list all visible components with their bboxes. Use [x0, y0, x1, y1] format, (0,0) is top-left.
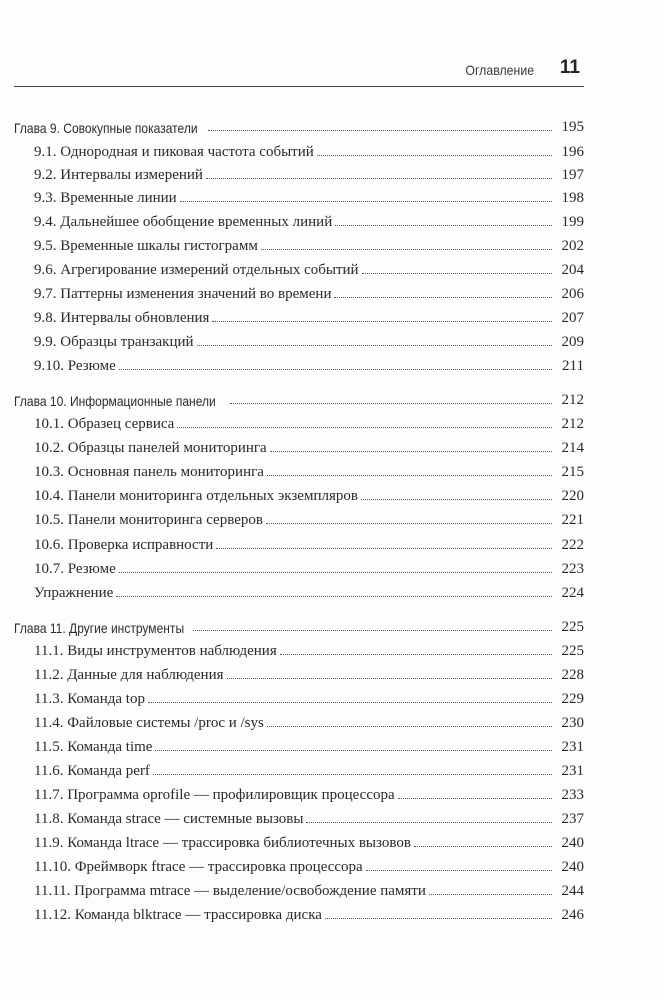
toc-leader-dots [119, 369, 552, 370]
toc-entry-title: 11.12. Команда blktrace — трассировка диска [34, 907, 322, 923]
toc-chapter-row [0, 616, 584, 636]
toc-entry-row [0, 534, 584, 554]
toc-page-number: 225 [561, 619, 584, 635]
toc-entry-title: 11.7. Программа oprofile — профилировщик процессора [34, 787, 395, 803]
toc-entry-row [0, 187, 584, 207]
toc-entry-row [0, 509, 584, 529]
toc-entry-row [0, 437, 584, 457]
toc-chapter-title: Глава 10. Информационные панели [14, 393, 216, 409]
toc-entry-title: 10.5. Панели мониторинга серверов [34, 512, 263, 528]
toc-page-number: 240 [561, 835, 584, 851]
toc-entry-row [0, 808, 584, 828]
toc-leader-dots [335, 225, 552, 226]
toc-leader-dots [414, 846, 552, 847]
toc-entry-row [0, 558, 584, 578]
toc-entry-row [0, 712, 584, 732]
toc-entry-row [0, 235, 584, 255]
toc-leader-dots [362, 273, 552, 274]
toc-entry-title: 11.10. Фреймворк ftrace — трассировка процессора [34, 859, 363, 875]
toc-entry-title: 9.8. Интервалы обновления [34, 310, 210, 326]
toc-entry-row [0, 283, 584, 303]
running-header-title: Оглавление [465, 62, 534, 78]
toc-page-number: 212 [561, 392, 584, 408]
toc-entry-title: 11.9. Команда ltrace — трассировка библиотечных вызовов [34, 835, 411, 851]
toc-entry-row [0, 640, 584, 660]
toc-entry-row [0, 856, 584, 876]
toc-entry-title: 11.3. Команда top [34, 691, 145, 707]
toc-entry-row [0, 664, 584, 684]
toc-leader-dots [227, 678, 552, 679]
page-number: 11 [559, 57, 580, 78]
toc-leader-dots [366, 870, 552, 871]
toc-entry-row [0, 259, 584, 279]
toc-leader-dots [177, 427, 552, 428]
toc-entry-row [0, 485, 584, 505]
toc-leader-dots [148, 702, 552, 703]
toc-entry-title: 9.4. Дальнейшее обобщение временных линий [34, 214, 333, 230]
toc-page-number: 212 [561, 416, 584, 432]
toc-page-number: 215 [561, 464, 584, 480]
toc-leader-dots [155, 750, 552, 751]
toc-entry-title: 11.6. Команда perf [34, 763, 150, 779]
toc-entry-row [0, 355, 584, 375]
toc-entry-title: 10.2. Образцы панелей мониторинга [34, 440, 267, 456]
toc-page-number: 221 [561, 512, 584, 528]
toc-page-number: 202 [561, 238, 584, 254]
toc-page-number: 228 [561, 667, 584, 683]
toc-page-number: 206 [561, 286, 584, 302]
toc-page-number: 214 [561, 440, 584, 456]
toc-page-number: 230 [561, 715, 584, 731]
toc-entry-title: 10.7. Резюме [34, 561, 116, 577]
toc-entry-title: 10.1. Образец сервиса [34, 416, 175, 432]
toc-page-number: 207 [561, 310, 584, 326]
toc-entry-title: 9.2. Интервалы измерений [34, 167, 203, 183]
toc-entry-row [0, 784, 584, 804]
toc-chapter-row [0, 389, 584, 409]
toc-leader-dots [153, 774, 552, 775]
toc-entry-title: 9.3. Временные линии [34, 190, 177, 206]
toc-leader-dots [193, 630, 552, 631]
toc-leader-dots [266, 523, 552, 524]
toc-entry-title: 11.5. Команда time [34, 739, 153, 755]
toc-page-number: 231 [561, 739, 584, 755]
toc-page-number: 244 [561, 883, 584, 899]
toc-leader-dots [206, 178, 552, 179]
toc-leader-dots [116, 596, 552, 597]
toc-entry-title: 9.7. Паттерны изменения значений во времени [34, 286, 332, 302]
toc-entry-title: 11.4. Файловые системы /proc и /sys [34, 715, 264, 731]
toc-entry-row [0, 331, 584, 351]
toc-entry-title: 10.6. Проверка исправности [34, 537, 214, 553]
toc-entry-title: 10.3. Основная панель мониторинга [34, 464, 264, 480]
toc-page-number: 229 [561, 691, 584, 707]
toc-entry-row [0, 164, 584, 184]
toc-entry-title: 9.6. Агрегирование измерений отдельных событий [34, 262, 359, 278]
toc-leader-dots [212, 321, 552, 322]
toc-leader-dots [306, 822, 552, 823]
toc-leader-dots [361, 499, 552, 500]
toc-leader-dots [325, 918, 552, 919]
toc-entry-row [0, 141, 584, 161]
toc-page-number: 231 [561, 763, 584, 779]
toc-page-number: 209 [561, 334, 584, 350]
toc-page-number: 223 [561, 561, 584, 577]
toc-page-number: 204 [561, 262, 584, 278]
toc-leader-dots [280, 654, 552, 655]
toc-entry-row [0, 688, 584, 708]
toc-entry-title: 9.1. Однородная и пиковая частота событий [34, 144, 314, 160]
toc-entry-title: 11.8. Команда strace — системные вызовы [34, 811, 304, 827]
toc-leader-dots [398, 798, 552, 799]
toc-leader-dots [334, 297, 552, 298]
toc-entry-row [0, 736, 584, 756]
toc-chapter-title: Глава 11. Другие инструменты [14, 620, 185, 636]
toc-entry-row [0, 211, 584, 231]
toc-entry-row [0, 904, 584, 924]
toc-page-number: 233 [561, 787, 584, 803]
toc-entry-row [0, 832, 584, 852]
toc-page-number: 199 [561, 214, 584, 230]
toc-page-number: 246 [561, 907, 584, 923]
toc-page-number: 224 [561, 585, 584, 601]
toc-entry-title: 11.11. Программа mtrace — выделение/освобождение памяти [34, 883, 426, 899]
toc-leader-dots [208, 130, 552, 131]
toc-leader-dots [216, 548, 552, 549]
toc-leader-dots [119, 572, 552, 573]
toc-leader-dots [267, 475, 552, 476]
toc-entry-row [0, 582, 584, 602]
toc-page-number: 225 [561, 643, 584, 659]
toc-entry-title: 9.10. Резюме [34, 358, 116, 374]
toc-page-number: 220 [561, 488, 584, 504]
toc-entry-title: 11.2. Данные для наблюдения [34, 667, 224, 683]
toc-leader-dots [270, 451, 552, 452]
toc-page-number: 197 [561, 167, 584, 183]
toc-chapter-title: Глава 9. Совокупные показатели [14, 120, 198, 136]
toc-page-number: 198 [561, 190, 584, 206]
toc-entry-row [0, 760, 584, 780]
toc-leader-dots [180, 201, 552, 202]
toc-page-number: 195 [561, 119, 584, 135]
running-header [14, 52, 584, 87]
toc-entry-title: Упражнение [34, 585, 114, 601]
toc-page-number: 211 [562, 358, 584, 374]
toc-entry-title: 11.1. Виды инструментов наблюдения [34, 643, 277, 659]
toc-chapter-row [0, 116, 584, 136]
toc-leader-dots [261, 249, 552, 250]
toc-page-number: 240 [561, 859, 584, 875]
toc-entry-row [0, 880, 584, 900]
toc-entry-row [0, 461, 584, 481]
toc-leader-dots [230, 403, 552, 404]
toc-leader-dots [197, 345, 552, 346]
toc-entry-title: 9.9. Образцы транзакций [34, 334, 194, 350]
toc-page-number: 237 [561, 811, 584, 827]
toc-entry-title: 10.4. Панели мониторинга отдельных экземпляров [34, 488, 358, 504]
toc-leader-dots [317, 155, 552, 156]
toc-page-number: 196 [561, 144, 584, 160]
toc-page-number: 222 [561, 537, 584, 553]
toc-leader-dots [267, 726, 552, 727]
toc-leader-dots [429, 894, 552, 895]
toc-entry-row [0, 307, 584, 327]
toc-entry-title: 9.5. Временные шкалы гистограмм [34, 238, 258, 254]
toc-entry-row [0, 413, 584, 433]
